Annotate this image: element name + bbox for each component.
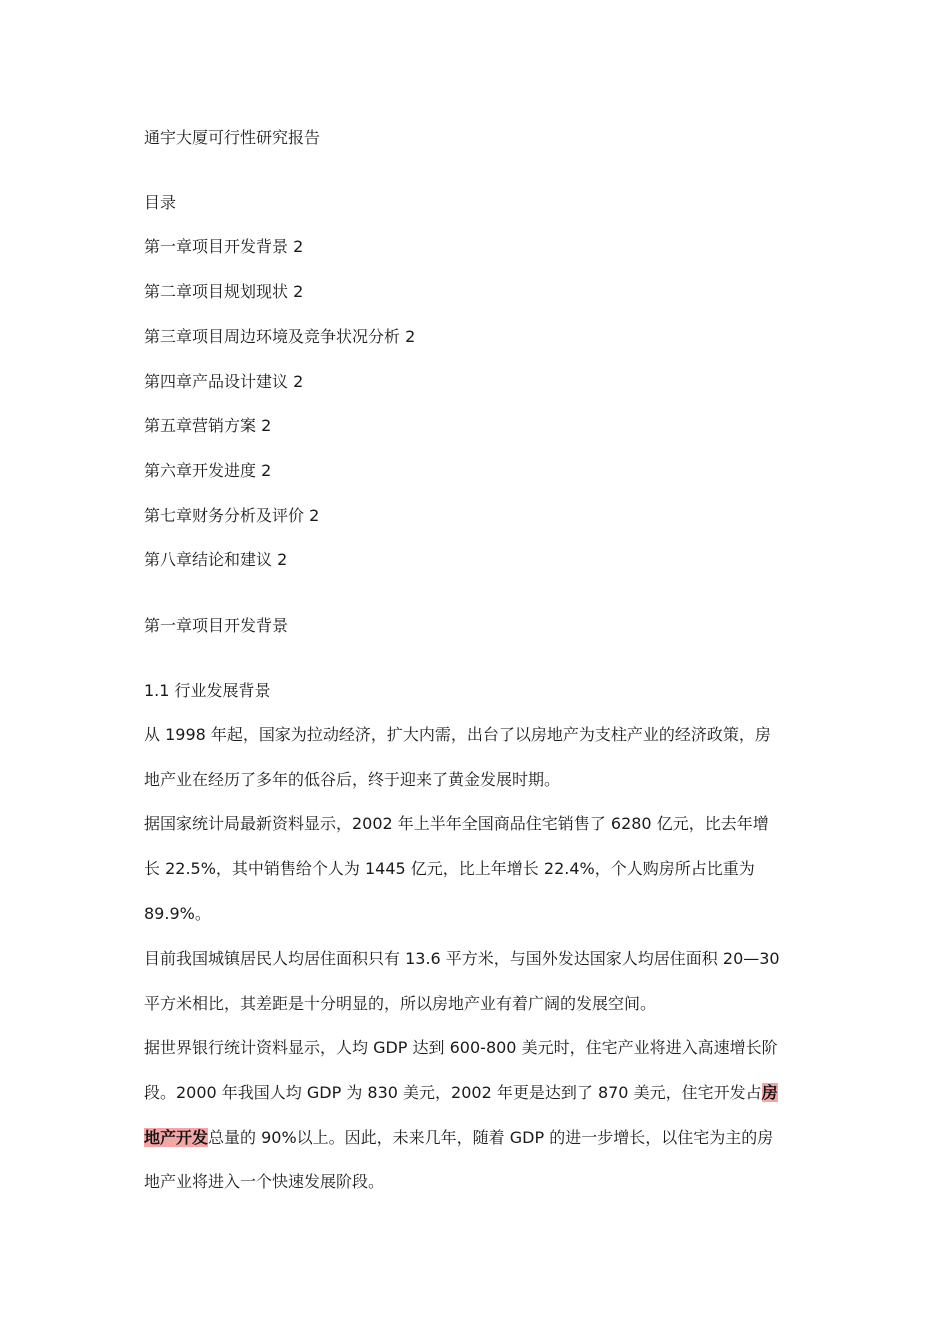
toc-item-1[interactable]: 第一章项目开发背景 2	[144, 237, 304, 256]
paragraph-1	[144, 713, 806, 803]
paragraph-4-line-1: 据世界银行统计资料显示，人均 GDP 达到 600-800 美元时，住宅产业将进入高速增长阶	[144, 1038, 778, 1057]
section-heading: 1.1 行业发展背景	[144, 681, 271, 700]
paragraph-3-line-2: 平方米相比，其差距是十分明显的，所以房地产业有着广阔的发展空间。	[144, 993, 657, 1013]
toc-item-4[interactable]: 第四章产品设计建议 2	[144, 372, 304, 391]
highlighted-term[interactable]: 房	[761, 1082, 778, 1102]
paragraph-2-line-1: 据国家统计局最新资料显示，2002 年上半年全国商品住宅销售了 6280 亿元，比去年增	[144, 814, 769, 833]
paragraph-4-line-3-text: 总量的 90%以上。因此，未来几年，随着 GDP 的进一步增长，以住宅为主的房	[208, 1127, 774, 1147]
paragraph-4	[144, 1026, 806, 1205]
toc-heading: 目录	[144, 193, 177, 212]
paragraph-3-line-1: 目前我国城镇居民人均居住面积只有 13.6 平方米，与国外发达国家人均居住面积 20—30	[144, 949, 780, 968]
paragraph-4-line-2	[144, 1071, 806, 1116]
toc-item-2[interactable]: 第二章项目规划现状 2	[144, 282, 304, 301]
paragraph-2	[144, 802, 806, 936]
paragraph-2-line-2: 长 22.5%，其中销售给个人为 1445 亿元，比上年增长 22.4%，个人购房所占比重为	[144, 858, 755, 878]
paragraph-4-line-2-text: 段。2000 年我国人均 GDP 为 830 美元，2002 年更是达到了 870 美元，住宅开发占	[144, 1082, 762, 1102]
toc-item-7[interactable]: 第七章财务分析及评价 2	[144, 506, 320, 525]
toc-item-8[interactable]: 第八章结论和建议 2	[144, 550, 288, 569]
toc-item-3[interactable]: 第三章项目周边环境及竞争状况分析 2	[144, 327, 416, 346]
toc-item-5[interactable]: 第五章营销方案 2	[144, 416, 272, 435]
paragraph-3	[144, 937, 806, 1027]
chapter-heading: 第一章项目开发背景	[144, 616, 289, 635]
highlighted-term-continued[interactable]: 地产开发	[144, 1127, 209, 1147]
paragraph-2-line-3: 89.9%。	[144, 903, 211, 923]
toc-item-6[interactable]: 第六章开发进度 2	[144, 461, 272, 480]
paragraph-1-line-2: 地产业在经历了多年的低谷后，终于迎来了黄金发展时期。	[144, 769, 561, 789]
paragraph-4-line-3	[144, 1116, 806, 1161]
paragraph-1-line-1: 从 1998 年起，国家为拉动经济，扩大内需，出台了以房地产为支柱产业的经济政策，房	[144, 725, 771, 744]
document-title: 通宇大厦可行性研究报告	[144, 128, 321, 147]
paragraph-4-line-4: 地产业将进入一个快速发展阶段。	[144, 1172, 385, 1192]
